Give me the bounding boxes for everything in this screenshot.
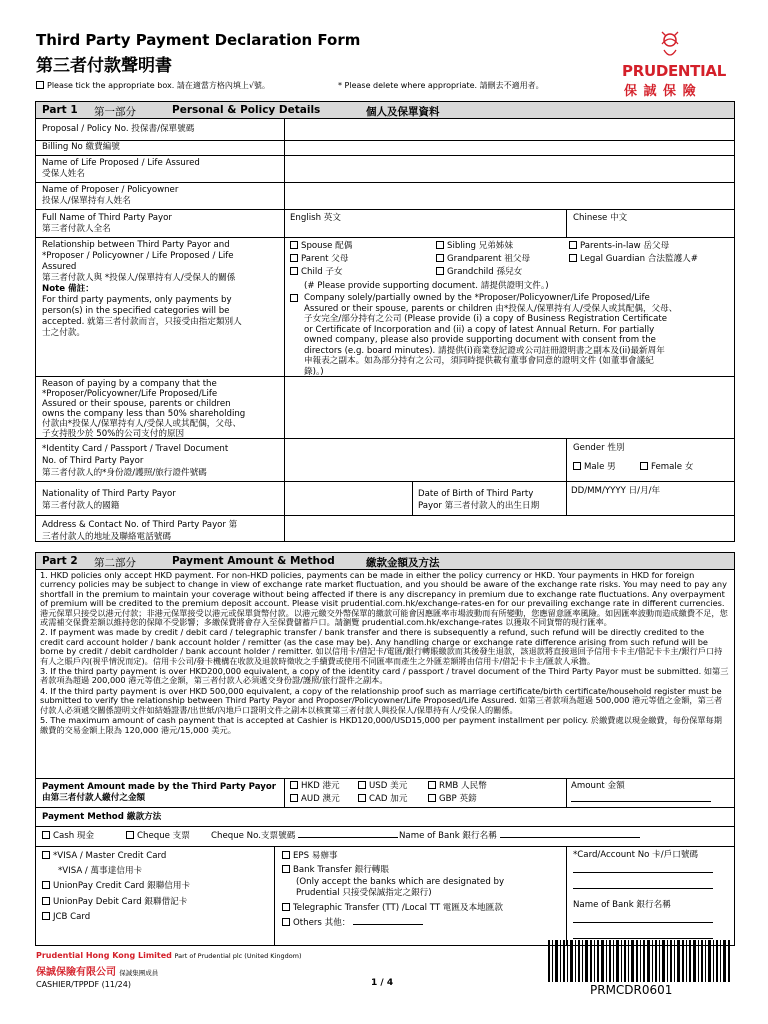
- cheque-checkbox[interactable]: Cheque 支票: [126, 831, 190, 842]
- nationality-label: Nationality of Third Party Payor 第三者付款人的國籍: [42, 489, 176, 511]
- amount-field[interactable]: Amount 金額: [571, 781, 731, 806]
- payment-notes: 1. HKD policies only accept HKD payment. For non-HKD policies, payments can be made in either the policy currency or HKD. Your payments in HKD for foreign currency policies may be subject to change in view of exchange rate market fluctuation, and you should be aware of the exchange rate risks. You may need to pay any shortfall in the premium to maintain your coverage without being affected if there is any discrepancy in premium due to exchange rate fluctuations. Any overpayment of premium will be credited to the premium deposit account. Please visit prudential.com.hk/exchange-rates-en for our prevailing exchange rate in different currencies. 港元保單只接受以港元付款；非港元保單接受以港元或保單貨幣付款。以港元繳交外幣保單的繳款可能會因應匯率市場波動而有所變動，您應留意匯率風險。如因匯率波動而造成繳費不足，您或需補交保費差額以維持您的保障不受影響；多繳保費將會存入至保費儲蓄戶口。請瀏覽 prudential.com.hk/exchange-rates 以獲取不同貨幣的現行匯率。 2. If payment was made by credit / debit card / telegraphic transfer / bank transfer and there is subsequently a refund, such refund will be directly credited to the credit card account holder / bank account holder / remitter (as the case may be). Any handling charge or exchange rate difference arising from such refund will be borne by credit / debit cardholder / bank account holder / remitter. 如以信用卡/借記卡/電匯/銀行轉賬繳款而其後發生退款，該退款將直接退回予信用卡卡主/借記卡卡主/銀行戶口持有人之賬戶內(視乎情況而定)。信用卡公司/發卡機構在收款及退款時徵收之手續費或使用不同匯率而產生之外匯差額將由信用卡/借記卡卡主/匯款人承擔。 3. If the third party payment is over HKD200,000 equivalent, a copy of the identity card / passport / travel document of the Third Party Payor must be submitted. 如第三者款項為超過 200,000 港元等值之金額，第三者付款人必須遞交身份證/護照/旅行證件之副本。 4. If the third party payment is over HKD 500,000 equivalent, a copy of the relationship proof such as marriage certificate/birth certificate/household register must be submitted to verify the relationship between Third Party Payor and Proposer/Policyowner/Life Proposed/Life Assured. 如第三者款項為超過 500,000 港元等值之金額，第三者付款人必須遞交關係證明文件如結婚證書/出世紙/內地戶口證明文件之副本以核實第三者付款人與投保人/保單持有人/受保人的關係。 5. The maximum amount of cash payment that is accepted at Cashier is HKD120,000/USD15,000 per payment installment per policy. 於繳費處以現金繳費，每份保單每期繳費的交易金額上限為 120,000 港元/15,000 美元。: [40, 570, 729, 735]
- address-field[interactable]: [286, 516, 732, 540]
- cheque-no-field[interactable]: Cheque No.支票號碼: [211, 831, 398, 842]
- visa-zh-label: *VISA / 萬事達信用卡: [58, 866, 143, 876]
- form-title: Third Party Payment Declaration Form: [36, 31, 361, 49]
- checkbox-icon: [36, 81, 44, 89]
- bank-transfer-note: (Only accept the banks which are designated by Prudential 只接受保誠指定之銀行): [296, 877, 505, 898]
- eps-checkbox[interactable]: EPS 易辦事: [282, 851, 338, 862]
- delete-instruction: * Please delete where appropriate. 請刪去不適用者。: [338, 81, 544, 90]
- visa-checkbox[interactable]: *VISA / Master Credit Card: [42, 851, 166, 862]
- brand-name: PRUDENTIAL: [622, 62, 726, 80]
- barcode-text: PRMCDR0601: [590, 983, 673, 997]
- rel-child-checkbox[interactable]: Child 子女: [290, 267, 343, 278]
- cur-usd-checkbox[interactable]: USD 美元: [358, 781, 407, 792]
- life-proposed-label: Name of Life Proposed / Life Assured 受保人姓名: [42, 158, 200, 179]
- rel-parents-in-law-checkbox[interactable]: Parents-in-law 岳父母: [569, 241, 669, 252]
- policy-no-field[interactable]: [286, 121, 732, 139]
- card-account-field[interactable]: *Card/Account No 卡/戶口號碼: [573, 850, 768, 893]
- barcode: [546, 940, 734, 998]
- chinese-name-field[interactable]: Chinese 中文: [573, 213, 628, 223]
- rel-grandchild-checkbox[interactable]: Grandchild 孫兒女: [436, 267, 522, 278]
- unionpay-credit-checkbox[interactable]: UnionPay Credit Card 銀聯信用卡: [42, 881, 190, 892]
- jcb-checkbox[interactable]: JCB Card: [42, 912, 90, 923]
- dob-field[interactable]: DD/MM/YYYY 日/月/年: [571, 486, 661, 496]
- dob-label: Date of Birth of Third Party Payor 第三者付款人的出生日期: [418, 489, 540, 511]
- cur-gbp-checkbox[interactable]: GBP 英鎊: [428, 794, 477, 805]
- cur-cad-checkbox[interactable]: CAD 加元: [358, 794, 407, 805]
- english-name-field[interactable]: English 英文: [290, 213, 341, 223]
- life-proposed-field[interactable]: [286, 156, 732, 181]
- relationship-label: Relationship between Third Party Payor and *Proposer / Policyowner / Life Proposed / Life Assured 第三者付款人與 *投保人/保單持有人/受保人的關係 Note 備註： For third party payments, only payments by person(s) in the specified categories will be accepted. 就第三者付款而言，只接受由指定類別人 士之付款。: [42, 240, 242, 338]
- proposer-field[interactable]: [286, 183, 732, 208]
- bank-name2-field[interactable]: Name of Bank 銀行名稱: [573, 900, 768, 943]
- bank-transfer-checkbox[interactable]: Bank Transfer 銀行轉賬: [282, 865, 389, 876]
- lady-prudence-icon: [656, 30, 684, 62]
- form-code: CASHIER/TPPDF (11/24): [36, 980, 131, 989]
- rel-parent-checkbox[interactable]: Parent 父母: [290, 254, 348, 265]
- amount-label: Payment Amount made by the Third Party Payor 由第三者付款人繳付之金額: [42, 782, 277, 803]
- page-number: 1 / 4: [371, 978, 394, 988]
- rel-grandparent-checkbox[interactable]: Grandparent 祖父母: [436, 254, 530, 265]
- male-checkbox[interactable]: Male 男: [573, 462, 616, 473]
- cur-hkd-checkbox[interactable]: HKD 港元: [290, 781, 340, 792]
- billing-no-label: Billing No 繳費編號: [42, 142, 120, 152]
- cur-rmb-checkbox[interactable]: RMB 人民幣: [428, 781, 487, 792]
- rel-guardian-checkbox[interactable]: Legal Guardian 合法監護人#: [569, 254, 698, 265]
- policy-no-label: Proposal / Policy No. 投保書/保單號碼: [42, 124, 195, 134]
- barcode-icon: [546, 940, 734, 982]
- unionpay-debit-checkbox[interactable]: UnionPay Debit Card 銀聯借記卡: [42, 897, 187, 908]
- id-no-label: *Identity Card / Passport / Travel Document No. of Third Party Payor 第三者付款人的*身份證/護照/旅行證件號碼: [42, 444, 229, 478]
- reason-label: Reason of paying by a company that the *Proposer/Policyowner/Life Proposed/Life Assured or their spouse, parents or children owns the company less than 50% shareholding 付款由*投保人/保單持有人/受保人或其配偶，父母、 子女持股少於 50%的公司支付的原因: [42, 379, 246, 439]
- cash-checkbox[interactable]: Cash 現金: [42, 831, 94, 842]
- tt-checkbox[interactable]: Telegraphic Transfer (TT) /Local TT 電匯及本地匯款: [282, 903, 503, 914]
- rel-spouse-checkbox[interactable]: Spouse 配偶: [290, 241, 352, 252]
- address-label: Address & Contact No. of Third Party Payor 第 三者付款人的地址及聯絡電話號碼: [42, 520, 238, 542]
- bank-name-field[interactable]: Name of Bank 銀行名稱: [399, 831, 640, 842]
- others-checkbox[interactable]: Others 其他：: [282, 918, 423, 929]
- female-checkbox[interactable]: Female 女: [640, 462, 693, 473]
- part1-header: Part 1 第一部分 Personal & Policy Details 個人及保單資料: [35, 101, 735, 119]
- proposer-label: Name of Proposer / Policyowner 投保人/保單持有人姓名: [42, 185, 179, 206]
- company-zh: 保誠保險有限公司 保誠集團成員: [36, 967, 159, 978]
- tick-instruction: Please tick the appropriate box. 請在適當方格內填上√號。: [36, 81, 270, 91]
- rel-sibling-checkbox[interactable]: Sibling 兄弟姊妹: [436, 241, 513, 252]
- billing-no-field[interactable]: [286, 141, 732, 154]
- rel-company-checkbox[interactable]: Company solely/partially owned by the *Proposer/Policyowner/Life Proposed/Life Assured or their spouse, parents or children 由*投保人/保單持有人/受保人或其配偶，父母、 子女完全/部分持有之公司 (Please provide (i) a copy of Business Registration Certificate or Certificate of Incorporation and (ii) a copy of latest Annual Return. For partially owned company, please also provide supporting document with consent from the directors (e.g. board minutes). 請提供(i)商業登記證或公司註冊證明書之副本及(ii)最新周年 申報表之副本。如為部分持有之公司，須同時提供載有董事會同意的證明文件 (如董事會議紀 錄)。): [290, 293, 730, 377]
- prudential-logo: [622, 30, 734, 99]
- form-title-zh: 第三者付款聲明書: [36, 56, 172, 76]
- payment-method-label: Payment Method 繳款方法: [42, 812, 162, 822]
- rel-doc-note: (# Please provide supporting document. 請提供證明文件。): [304, 281, 549, 291]
- nationality-field[interactable]: [286, 482, 411, 514]
- id-no-field[interactable]: [286, 439, 565, 480]
- third-party-name-label: Full Name of Third Party Payor 第三者付款人全名: [42, 213, 172, 234]
- part2-header: Part 2 第二部分 Payment Amount & Method 繳款金額及方法: [35, 552, 735, 570]
- company-en: Prudential Hong Kong Limited Part of Prudential plc (United Kingdom): [36, 951, 302, 960]
- brand-name-zh: 保 誠 保 險: [624, 84, 697, 99]
- cur-aud-checkbox[interactable]: AUD 澳元: [290, 794, 340, 805]
- gender-label: Gender 性別: [573, 443, 625, 453]
- reason-field[interactable]: [286, 377, 732, 437]
